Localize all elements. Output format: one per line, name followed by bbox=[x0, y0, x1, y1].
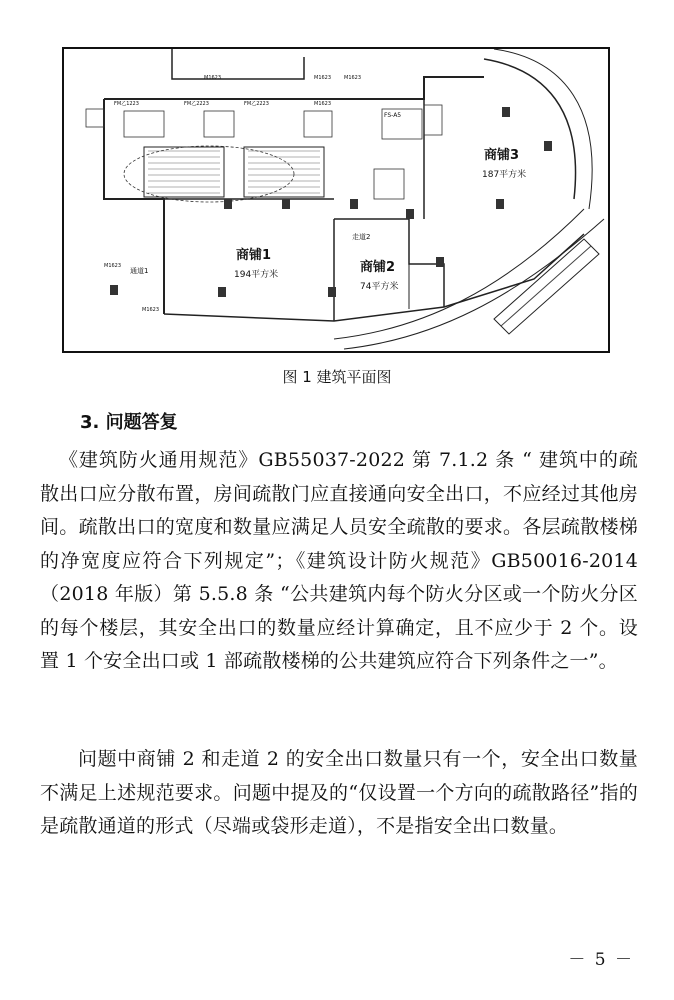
page-number: － 5 － bbox=[568, 950, 634, 970]
door-label: M1623 bbox=[104, 263, 122, 269]
door-label: M1623 bbox=[142, 307, 160, 313]
door-label: FM乙1223 bbox=[114, 101, 139, 107]
figure-caption: 图 1 建筑平面图 bbox=[282, 368, 392, 386]
paragraph-2: 问题中商铺 2 和走道 2 的安全出口数量只有一个，安全出口数量不满足上述规范要求。问题中提及的“仅设置一个方向的疏散路径”指的是疏散通道的形式（尽端或袋形走道），不是指安全出口数量。 bbox=[40, 748, 638, 837]
paragraph-1: 《建筑防火通用规范》GB55037-2022 第 7.1.2 条 “ 建筑中的疏散出口应分散布置，房间疏散门应直接通向安全出口，不应经过其他房间。疏散出口的宽度和数量应满足人员安全疏散的要求。各层疏散楼梯的净宽度应符合下列规定”；《建筑设计防火规范》GB50016-2014（2018 年版）第 5.5.8 条 “公共建筑内每个防火分区或一个防火分区的每个楼层，其安全出口的数量应经计算确定，且不应少于 2 个。设置 1 个安全出口或 1 部疏散楼梯的公共建筑应符合下列条件之一”。 bbox=[40, 449, 638, 672]
corridor1-label: 通道1 bbox=[130, 267, 149, 275]
shop2-name: 商铺2 bbox=[360, 260, 396, 275]
shop1-name: 商铺1 bbox=[236, 248, 272, 263]
door-label: M1623 bbox=[204, 75, 222, 81]
shop3-area: 187平方米 bbox=[482, 170, 527, 180]
shop2-area: 74平方米 bbox=[360, 282, 399, 292]
corridor2-label: 走道2 bbox=[352, 233, 371, 241]
door-label: M1623 bbox=[314, 75, 332, 81]
door-label: FM乙2223 bbox=[184, 101, 209, 107]
door-label: FM乙2223 bbox=[244, 101, 269, 107]
floor-plan-figure bbox=[62, 47, 610, 353]
door-label: M1623 bbox=[314, 101, 332, 107]
shop1-area: 194平方米 bbox=[234, 270, 279, 280]
fire-shutter-label: FS-A5 bbox=[384, 112, 402, 119]
floor-plan-drawing bbox=[64, 49, 608, 351]
shop3-name: 商铺3 bbox=[484, 148, 520, 163]
section-heading: 3. 问题答复 bbox=[80, 412, 178, 433]
door-label: M1623 bbox=[344, 75, 362, 81]
